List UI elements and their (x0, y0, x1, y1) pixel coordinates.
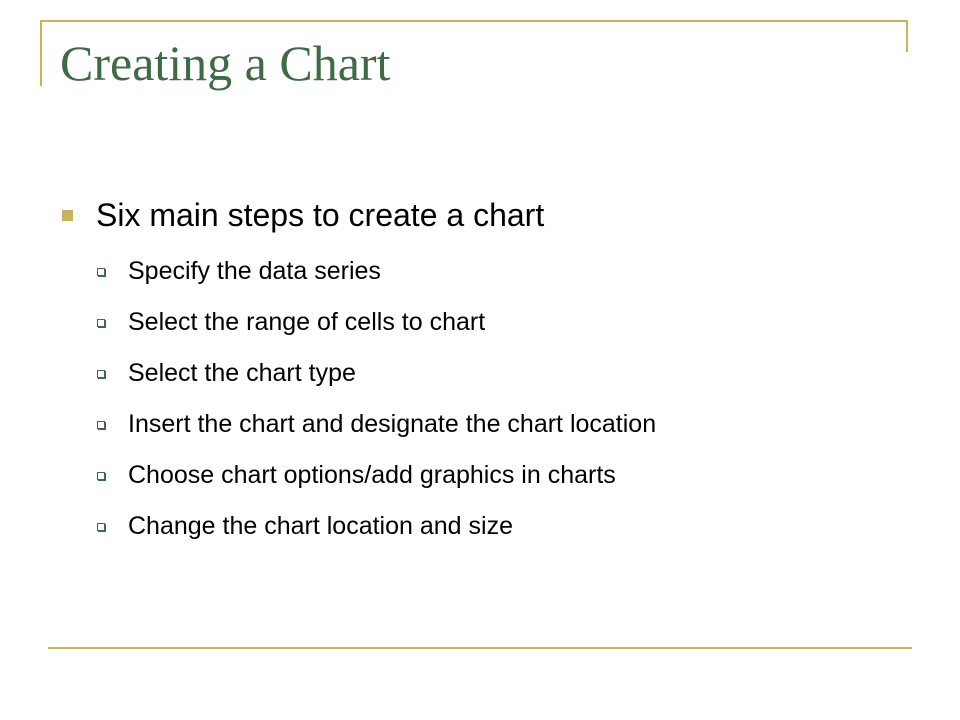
step-item (97, 501, 922, 552)
box-bullet-icon (97, 370, 105, 378)
step-item (97, 450, 922, 501)
step-item (97, 348, 922, 399)
left-frame-line (40, 20, 42, 86)
step-text: Select the range of cells to chart (128, 308, 486, 336)
main-bullet-text: Six main steps to create a chart (96, 196, 545, 233)
slide-title: Creating a Chart (60, 35, 391, 91)
step-item (97, 246, 922, 297)
box-bullet-icon (97, 523, 105, 531)
box-bullet-icon (97, 472, 105, 480)
main-bullet-point (62, 190, 922, 240)
step-item (97, 399, 922, 450)
step-item (97, 297, 922, 348)
steps-list (62, 246, 922, 552)
right-frame-line (906, 20, 908, 52)
bottom-frame-line (48, 647, 912, 649)
step-text: Choose chart options/add graphics in charts (128, 461, 616, 489)
step-text: Change the chart location and size (128, 512, 513, 540)
box-bullet-icon (97, 268, 105, 276)
step-text: Insert the chart and designate the chart location (128, 410, 657, 438)
step-text: Specify the data series (128, 257, 381, 285)
step-text: Select the chart type (128, 359, 356, 387)
slide-content (62, 190, 922, 552)
top-frame-line (40, 20, 908, 22)
box-bullet-icon (97, 319, 105, 327)
square-bullet-icon (62, 210, 73, 221)
box-bullet-icon (97, 421, 105, 429)
